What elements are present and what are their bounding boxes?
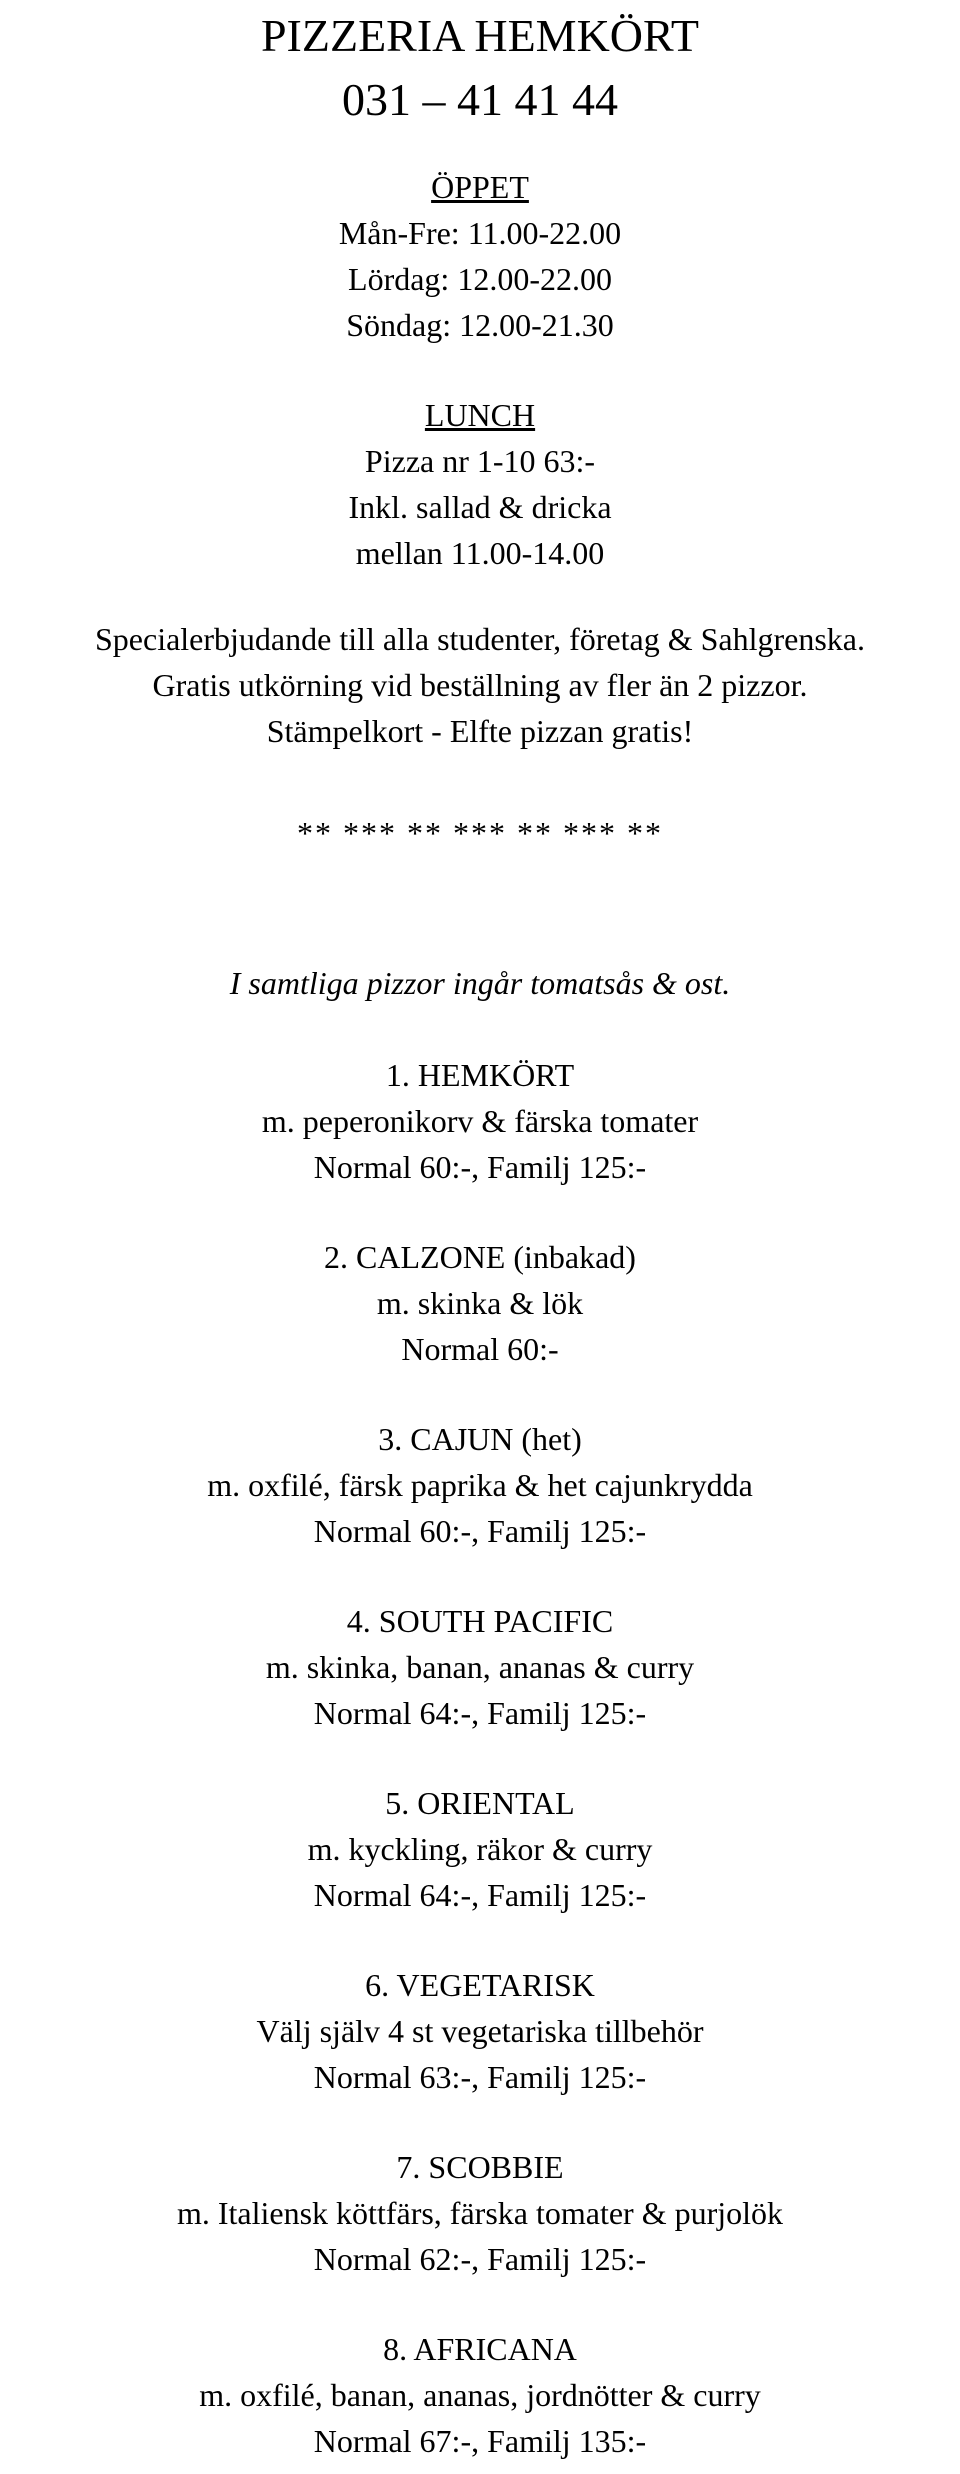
menu-item xyxy=(0,1234,960,1372)
pizza-price: Normal 67:-, Familj 135:- xyxy=(313,2423,647,2459)
star-divider: ** *** ** *** ** *** ** xyxy=(297,815,663,851)
pizza-toppings: m. skinka & lök xyxy=(376,1285,584,1321)
offer-line: Specialerbjudande till alla studenter, företag & Sahlgrenska. xyxy=(94,621,865,657)
pizza-menu xyxy=(0,1052,960,2464)
opening-hours xyxy=(0,164,960,348)
menu-item xyxy=(0,1052,960,1190)
pizza-toppings: m. Italiensk köttfärs, färska tomater & purjolök xyxy=(176,2195,784,2231)
phone-number: 031 – 41 41 44 xyxy=(342,74,618,125)
hours-line: Mån-Fre: 11.00-22.00 xyxy=(338,215,622,251)
pizza-price: Normal 64:-, Familj 125:- xyxy=(313,1877,647,1913)
pizza-price: Normal 60:-, Familj 125:- xyxy=(313,1513,647,1549)
restaurant-name: PIZZERIA HEMKÖRT xyxy=(260,10,700,61)
pizza-price: Normal 63:-, Familj 125:- xyxy=(313,2059,647,2095)
menu-item xyxy=(0,2144,960,2282)
hours-line: Lördag: 12.00-22.00 xyxy=(348,261,612,297)
ingredients-note: I samtliga pizzor ingår tomatsås & ost. xyxy=(229,965,731,1001)
offer-line: Gratis utkörning vid beställning av fler än 2 pizzor. xyxy=(152,667,808,703)
pizza-name: 6. VEGETARISK xyxy=(365,1967,595,2003)
lunch-line: Inkl. sallad & dricka xyxy=(348,489,612,525)
pizza-toppings: m. skinka, banan, ananas & curry xyxy=(265,1649,695,1685)
pizza-toppings: m. peperonikorv & färska tomater xyxy=(261,1103,699,1139)
pizza-name: 1. HEMKÖRT xyxy=(385,1057,575,1093)
header xyxy=(0,4,960,132)
menu-item xyxy=(0,1962,960,2100)
offer-line: Stämpelkort - Elfte pizzan gratis! xyxy=(266,713,694,749)
pizza-name: 7. SCOBBIE xyxy=(396,2149,564,2185)
pizza-name: 5. ORIENTAL xyxy=(385,1785,575,1821)
pizza-price: Normal 64:-, Familj 125:- xyxy=(313,1695,647,1731)
pizza-toppings: m. kyckling, räkor & curry xyxy=(307,1831,653,1867)
pizza-price: Normal 60:- xyxy=(401,1331,559,1367)
pizza-toppings: m. oxfilé, färsk paprika & het cajunkrydda xyxy=(207,1467,753,1503)
pizza-toppings: Välj själv 4 st vegetariska tillbehör xyxy=(256,2013,704,2049)
pizza-toppings: m. oxfilé, banan, ananas, jordnötter & curry xyxy=(199,2377,761,2413)
lunch-info xyxy=(0,392,960,576)
lunch-line: mellan 11.00-14.00 xyxy=(355,535,605,571)
pizza-name: 3. CAJUN (het) xyxy=(378,1421,582,1457)
pizza-name: 8. AFRICANA xyxy=(383,2331,577,2367)
lunch-heading: LUNCH xyxy=(424,397,536,433)
menu-item xyxy=(0,2326,960,2464)
pizza-price: Normal 60:-, Familj 125:- xyxy=(313,1149,647,1185)
menu-item xyxy=(0,1598,960,1736)
hours-line: Söndag: 12.00-21.30 xyxy=(346,307,614,343)
offers xyxy=(0,616,960,754)
opening-hours-heading: ÖPPET xyxy=(431,169,529,205)
pizza-name: 4. SOUTH PACIFIC xyxy=(346,1603,614,1639)
pizza-name: 2. CALZONE (inbakad) xyxy=(324,1239,636,1275)
menu-item xyxy=(0,1416,960,1554)
lunch-line: Pizza nr 1-10 63:- xyxy=(364,443,596,479)
menu-item xyxy=(0,1780,960,1918)
pizza-price: Normal 62:-, Familj 125:- xyxy=(313,2241,647,2277)
